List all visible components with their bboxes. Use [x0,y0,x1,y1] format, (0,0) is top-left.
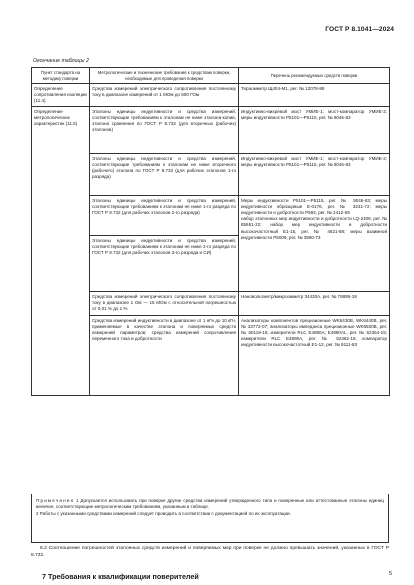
instrument-text: Меры индуктивности Р5101—Р5115, рег. № 9046-83; меры индуктивности образцовые Е-0176, рег. № 3241-72; меры индуктивности и добротности Р593, рег. № 2412-69 [241,197,387,215]
note-item: 1 Допускается использовать при поверке другие средства измерений утвержденного типа и поверенные или аттестованные эталоны единиц величин, соответствующие метрологическим требованиям, указанным в таблице. [36,498,384,510]
page-number: 5 [388,571,392,577]
instrument-cell: Нановольтметр/микроомметр 34420А, рег. № 76895-19 [239,291,390,315]
table-caption: Окончание таблицы 2 [33,58,89,64]
notes-heading: Примечания [36,498,75,503]
requirement-cell: Эталоны единицы индуктивности и средства измерений, соответствующие требованиям к эталонам не ниже эталона-копии, эталона сравнения по ГОСТ Р 8.732 (для вторичных (рабочих) эталонов) [90,106,239,153]
requirement-cell: Средства измерений электрического сопротивления постоянному току в диапазоне 1 Ом — 15 МОм с относительной погрешностью от 0,01 % до 1 % [90,291,239,315]
instrument-cell [239,195,390,291]
table-row [32,106,390,153]
header-instruments: Перечень рекомендуемых средств поверки [239,68,390,84]
requirement-cell: Средства измерений индуктивности в диапазоне от 1 нГн до 10 кГн, применяемые в качестве эталона и поверяемых средств измерений параметров; средства измерений сопротивления переменного тока и добротности [90,315,239,395]
header-point: Пункт стандарта на методику поверки [32,68,90,84]
table-header-row [32,68,390,84]
requirement-cell: Средства измерений электрического сопротивления постоянному току в диапазоне измерений от 1 МОм до 500 ГОм [90,84,239,107]
instrument-cell: Анализаторы компонентов прецизионные WK6430B, WK6440B, рег. № 33772-07; анализаторы импеданса прецизионные WK6500B, рег. № 60119-15; измерители RLC E4980A, E4980AL, рег. № 62364-15; измерители RLC E4990A, рег. № 62362-15; компаратор индуктивности высокочастотный Е1-12, рег. № 9111-83 [239,315,390,395]
table-notes [31,494,389,543]
instrument-cell: Индуктивно-вихревой мост УМИЕ-1; мост-компаратор УМИЕ-2; меры индуктивности Р5101—Р5115, рег. № 9046-83 [239,153,390,195]
requirement-cell: Эталоны единицы индуктивности и средства измерений, соответствующие требованиям к эталонам не ниже вторичного (рабочего) эталона по ГОСТ Р 8.732 (для рабочих эталонов 1-го разряда) [90,153,239,195]
instrument-text: набор эталонных мер индуктивности и добротности LQ-2408, рег. № 85651-22; набор мер индуктивности и добротности высокочастотный Е1-15, рег. № 4621-88; меры взаимной индуктивности Р5009, рег. № 3990-73 [241,216,387,240]
paragraph-8-2: 8.2 Соотношение погрешностей эталонных средств измерений и поверяемых мер при поверке не должно превышать значений, указанных в ГОСТ Р 8.732. [31,546,389,558]
requirement-cell: Эталоны единицы индуктивности и средства измерений, соответствующие требованиям к эталонам не ниже 2-го разряда по ГОСТ Р 8.732 (для рабочих эталонов 3-го разряда и СИ) [90,235,239,291]
table-row [32,84,390,107]
requirements-table [31,67,390,396]
point-cell: Определение сопротивления изоляции (11.4) [32,84,90,107]
requirement-cell: Эталоны единицы индуктивности и средства измерений, соответствующие требованиям к эталонам не ниже 1-го разряда по ГОСТ Р 8.732 (для рабочих эталонов 2-го разряда) [90,195,239,235]
instrument-cell: Индуктивно-вихревой мост УМИЕ-1; мост-компаратор УМИЕ-2; меры индуктивности Р5101—Р5115, рег. № 9046-83 [239,106,390,153]
note-item: 2 Работы с указанными средствами измерений следует проводить в соответствии с документацией по их эксплуатации. [36,510,291,516]
instrument-cell: Тераомметр Щ404-М1, рег. № 12078-89 [239,84,390,107]
document-id: ГОСТ Р 8.1041—2024 [325,26,394,33]
section-7-title: 7 Требования к квалификации поверителей [42,572,199,581]
header-requirements: Метрологические и технические требования к средствам поверки, необходимые для проведения поверки [90,68,239,84]
point-cell: Определение метрологических характеристик (11.5) [32,106,90,395]
